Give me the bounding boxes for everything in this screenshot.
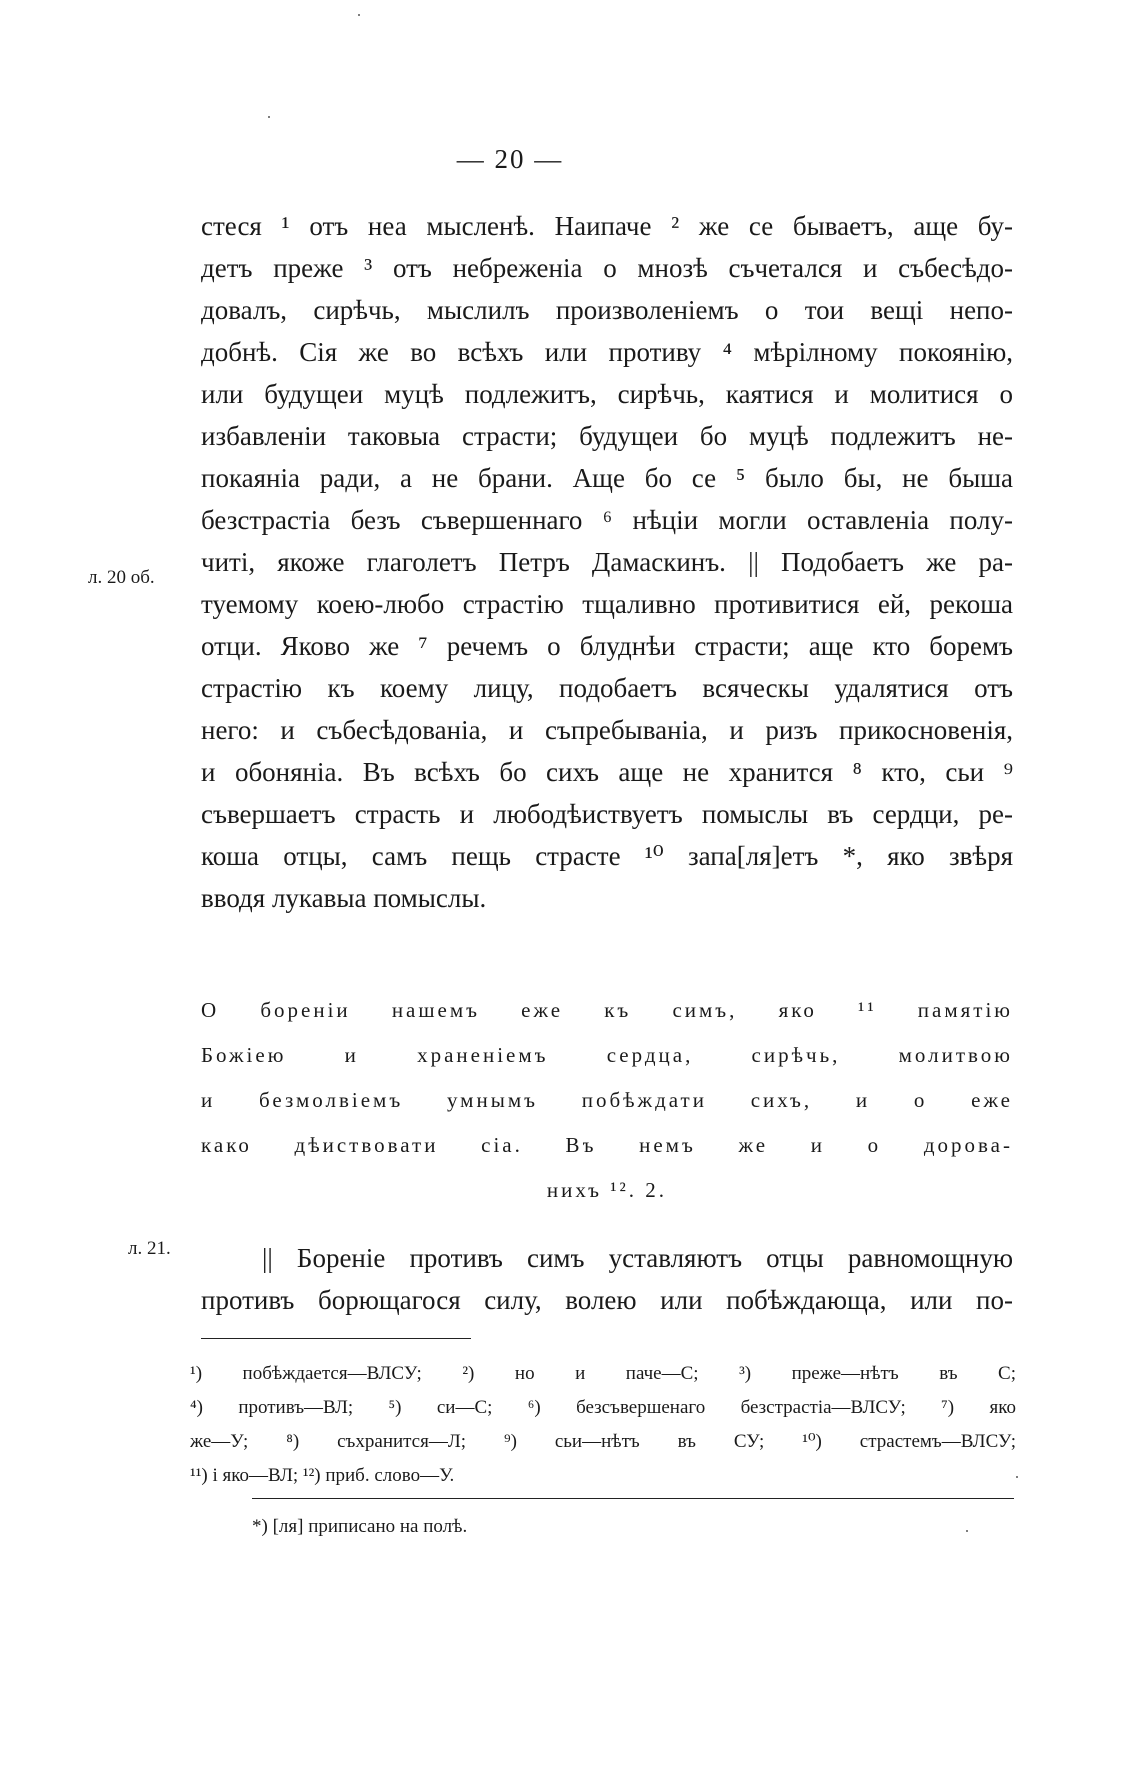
text-line: стеся ¹ отъ неа мысленѣ. Наипаче ² же се бываетъ, аще бу- — [201, 211, 1013, 241]
text-line: довалъ, сирѣчь, мыслилъ произволеніемъ о тои вещі непо- — [201, 295, 1013, 325]
star-note: *) [ля] приписано на полѣ. — [252, 1516, 468, 1537]
footnote-line: же—У; ⁸) съхранится—Л; ⁹) сьи—нѣтъ въ СУ; ¹⁰) страстемъ—ВЛСУ; — [190, 1431, 1016, 1452]
text-line: страстію къ коему лицу, подобаетъ всяческы удалятися отъ — [201, 673, 1013, 703]
text-line: него: и събесѣдованіа, и съпребываніа, и ризъ прикосновенія, — [201, 715, 1013, 745]
text-line: отци. Яково же ⁷ речемъ о блуднѣи страсти; аще кто боремъ — [201, 631, 1013, 661]
footnote-line: ⁴) противъ—ВЛ; ⁵) си—С; ⁶) безсъвершенаго безстрастіа—ВЛСУ; ⁷) яко — [190, 1397, 1016, 1418]
text-line: коша отцы, самъ пещь страсте ¹⁰ запа[ля]етъ *, яко звѣря — [201, 841, 1013, 871]
star-note-separator — [252, 1498, 1014, 1499]
heading-line: нихъ ¹². 2. — [546, 1178, 668, 1202]
text-line: избавленіи таковыа страсти; будущеи бо муцѣ подлежитъ не- — [201, 421, 1013, 451]
text-line: съвершаетъ страсть и любодѣиствуетъ помыслы въ сердци, ре- — [201, 799, 1013, 829]
print-speck — [268, 116, 270, 118]
page-number: — 20 — — [456, 144, 564, 174]
text-line: противъ борющагося силу, волею или побѣждающа, или по- — [201, 1285, 1013, 1315]
heading-line: како дѣиствовати сіа. Въ немъ же и о дорова- — [201, 1133, 1013, 1157]
heading-line: О бореніи нашемъ еже къ симъ, яко ¹¹ памятію — [201, 998, 1013, 1022]
text-line: и обоняніа. Въ всѣхъ бо сихъ аще не хранится ⁸ кто, сьи ⁹ — [201, 757, 1013, 787]
text-line: || Бореніе противъ симъ уставляютъ отцы равномощную — [262, 1243, 1013, 1273]
margin-note-folio-21: л. 21. — [128, 1238, 171, 1259]
print-speck — [358, 14, 360, 16]
footnote-line: ¹) побѣждается—ВЛСУ; ²) но и паче—С; ³) преже—нѣтъ въ С; — [190, 1363, 1016, 1384]
text-line: добнѣ. Сія же во всѣхъ или противу ⁴ мѣрілному покоянію, — [201, 337, 1013, 367]
heading-line: Божіею и храненіемъ сердца, сирѣчь, молитвою — [201, 1043, 1013, 1067]
text-line: детъ преже ³ отъ небреженіа о мнозѣ съчетался и събесѣдо- — [201, 253, 1013, 283]
margin-note-folio-20v: л. 20 об. — [88, 567, 155, 588]
text-line: туемому коею-любо страстію тщаливно противитися ей, рекоша — [201, 589, 1013, 619]
footnote-line: ¹¹) і яко—ВЛ; ¹²) приб. слово—У. — [190, 1465, 455, 1486]
text-line: читі, якоже глаголетъ Петръ Дамаскинъ. || Подобаетъ же ра- — [201, 547, 1013, 577]
heading-line: и безмолвіемъ умнымъ побѣждати сихъ, и о еже — [201, 1088, 1013, 1112]
text-line: вводя лукавыа помыслы. — [201, 883, 487, 913]
footnote-separator — [201, 1338, 471, 1339]
text-line: покаяніа ради, а не брани. Аще бо се ⁵ было бы, не быша — [201, 463, 1013, 493]
text-line: или будущеи муцѣ подлежитъ, сирѣчь, каятися и молитися о — [201, 379, 1013, 409]
print-speck — [966, 1530, 968, 1532]
text-line: безстрастіа безъ съвершеннаго ⁶ нѣціи могли оставленіа полу- — [201, 505, 1013, 535]
print-speck — [1016, 1476, 1018, 1478]
